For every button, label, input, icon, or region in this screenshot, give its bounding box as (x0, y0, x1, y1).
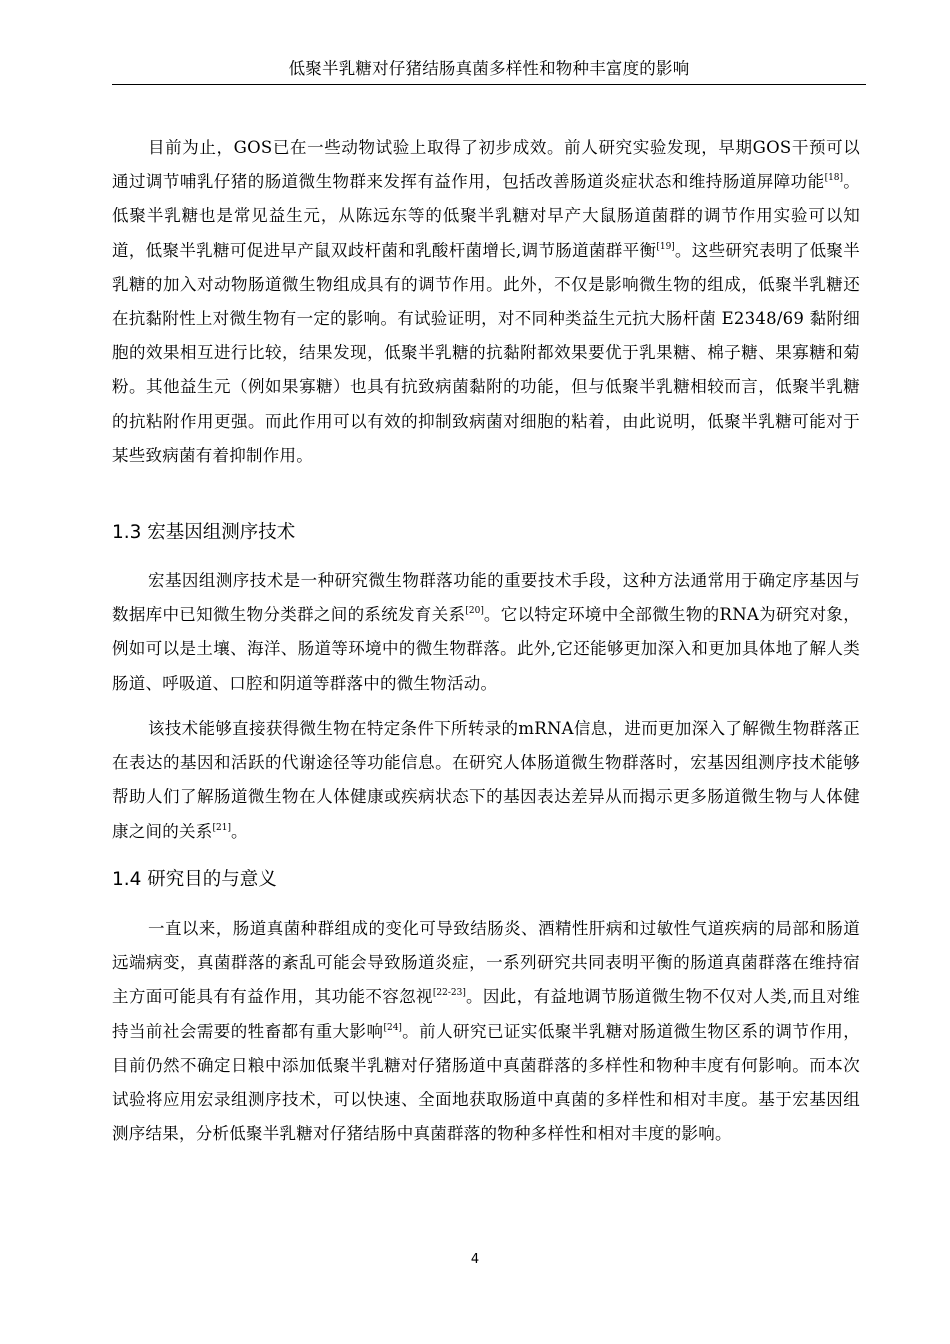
paragraph-text: 一直以来，肠道真菌种群组成的变化可导致结肠炎、酒精性肝病和过敏性气道疾病的局部和肠道远端病变，真菌群落的紊乱可能会导致肠道炎症，一系列研究共同表明平衡的肠道真菌群落在维持宿主方面可能具有有益作用，其功能不容忽视 (112, 919, 860, 1007)
citation-ref: [21] (212, 822, 231, 833)
paragraph-text: 目前为止，GOS已在一些动物试验上取得了初步成效。前人研究实验发现，早期GOS干预可以通过调节哺乳仔猪的肠道微生物群来发挥有益作用，包括改善肠道炎症状态和维持肠道屏障功能 (112, 138, 860, 192)
citation-ref: [19] (656, 241, 675, 252)
paragraph-text: 。 (230, 821, 248, 841)
citation-ref: [24] (383, 1022, 402, 1033)
paragraph-text: 。这些研究表明了低聚半乳糖的加入对动物肠道微生物组成具有的调节作用。此外，不仅是影响微生物的组成，低聚半乳糖还在抗黏附性上对微生物有一定的影响。有试验证明，对不同种类益生元抗大肠杆菌 E2348/69 黏附细胞的效果相互进行比较，结果发现，低聚半乳糖的抗黏附都效果要优于乳果糖、棉子糖、果寡糖和菊粉。其他益生元（例如果寡糖）也具有抗致病菌黏附的功能，但与低聚半乳糖相较而言，低聚半乳糖的抗粘附作用更强。而此作用可以有效的抑制致病菌对细胞的粘着，由此说明，低聚半乳糖可能对于某些致病菌有着抑制作用。 (112, 240, 861, 465)
running-header-title: 低聚半乳糖对仔猪结肠真菌多样性和物种丰富度的影响 (288, 59, 690, 78)
page-number: 4 (470, 1252, 480, 1267)
paragraph-metagenomics-intro (112, 564, 860, 701)
paragraph-text: 该技术能够直接获得微生物在特定条件下所转录的mRNA信息，进而更加深入了解微生物群落正在表达的基因和活跃的代谢途径等功能信息。在研究人体肠道微生物群落时，宏基因组测序技术能够帮助人们了解肠道微生物在人体健康或疾病状态下的基因表达差异从而揭示更多肠道微生物与人体健康之间的关系 (112, 719, 860, 841)
header-rule (112, 84, 866, 85)
paragraph-text: 。低聚半乳糖也是常见益生元，从陈远东等的低聚半乳糖对早产大鼠肠道菌群的调节作用实验可以知道，低聚半乳糖可促进早产鼠双歧杆菌和乳酸杆菌增长,调节肠道菌群平衡 (112, 172, 861, 260)
section-heading-1-4: 1.4 研究目的与意义 (112, 869, 277, 890)
paragraph-text: 宏基因组测序技术是一种研究微生物群落功能的重要技术手段，这种方法通常用于确定序基因与数据库中已知微生物分类群之间的系统发育关系 (112, 571, 860, 625)
paragraph-research-purpose (112, 912, 860, 1151)
citation-ref: [22-23] (432, 988, 466, 999)
paragraph-gos-effects (112, 131, 860, 473)
citation-ref: [20] (465, 606, 484, 617)
paragraph-metagenomics-mrna (112, 712, 860, 849)
citation-ref: [18] (824, 173, 844, 184)
paragraph-text: 。它以特定环境中全部微生物的RNA为研究对象，例如可以是土壤、海洋、肠道等环境中的微生物群落。此外,它还能够更加深入和更加具体地了解人类肠道、呼吸道、口腔和阴道等群落中的微生物活动。 (112, 605, 861, 693)
section-heading-1-3: 1.3 宏基因组测序技术 (112, 522, 296, 543)
paragraph-text: 。前人研究已证实低聚半乳糖对肠道微生物区系的调节作用，目前仍然不确定日粮中添加低聚半乳糖对仔猪肠道中真菌群落的多样性和物种丰度有何影响。而本次试验将应用宏录组测序技术，可以快速、全面地获取肠道中真菌的多样性和相对丰度。基于宏基因组测序结果，分析低聚半乳糖对仔猪结肠中真菌群落的物种多样性和相对丰度的影响。 (112, 1021, 861, 1144)
paragraph-text: 。因此，有益地调节肠道微生物不仅对人类,而且对维持当前社会需要的牲畜都有重大影响 (112, 987, 861, 1041)
